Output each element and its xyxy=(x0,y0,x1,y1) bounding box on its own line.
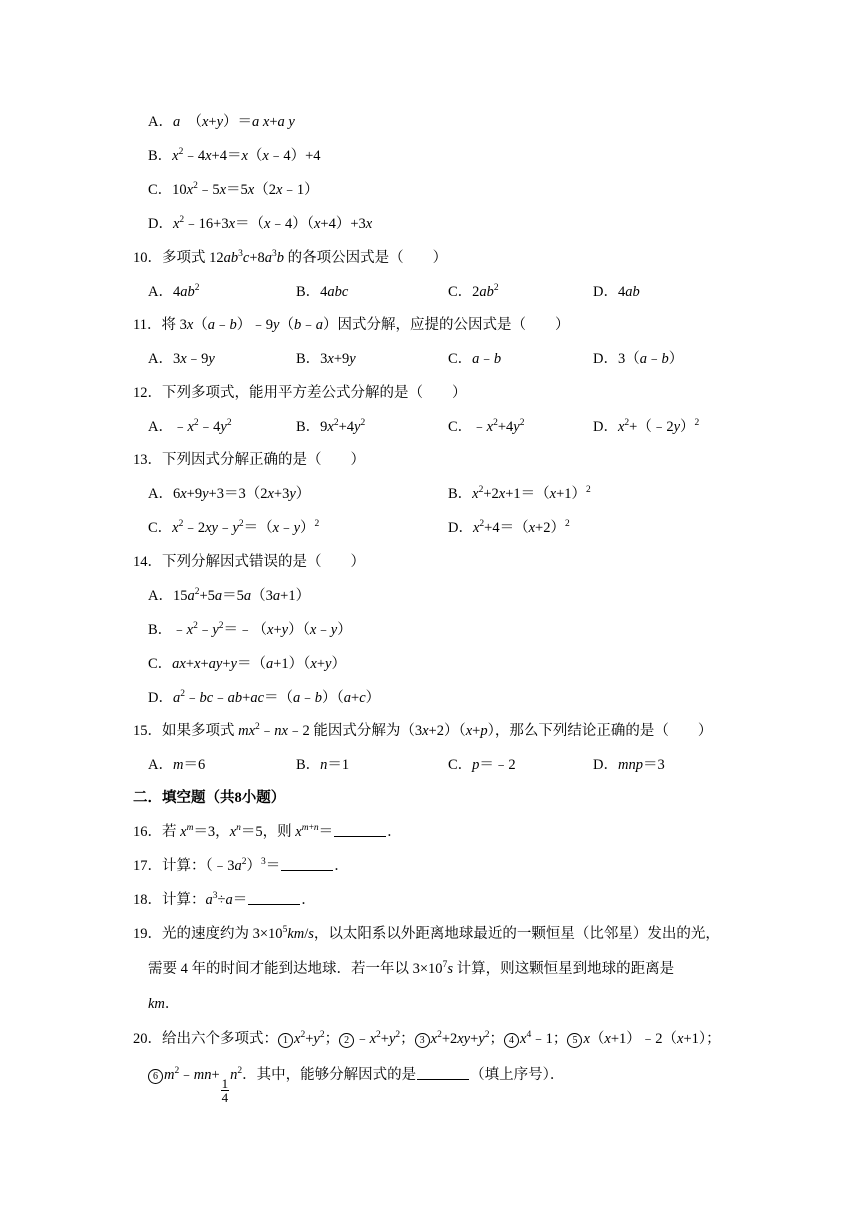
q11-option-d: D．3（a﹣b） xyxy=(593,351,684,367)
q19-line-1: 19．光的速度约为 $3\times 10^5km/s$，以太阳系以外距离地球最近的一颗恒星（比邻星）发出的光， xyxy=(133,925,720,942)
q15-option-b: B．n＝1 xyxy=(296,757,350,773)
q12-stem: 12．下列多项式，能用平方差公式分解的是（ ） xyxy=(133,385,467,401)
q18: 18．计算：$a^3\div a=$ ． xyxy=(133,891,316,908)
q14-option-d: D．$a^2﹣bc﹣ab+ac=(a﹣b)(a+c)$ xyxy=(148,689,381,706)
q10-option-c: C．$2ab^2$ xyxy=(448,283,499,300)
section-heading-fill-in: 二．填空题（共8小题） xyxy=(133,790,286,806)
q12-option-b: B．$9x^2+4y^2$ xyxy=(296,418,366,435)
q13-stem: 13．下列因式分解正确的是（ ） xyxy=(133,452,365,468)
q9-option-b: B．$x^2﹣4x+4=x(x﹣4)+4$ xyxy=(148,147,321,164)
q13-option-a: A．6x+9y+3＝3（2x+3y） xyxy=(148,486,311,502)
q11-option-b: B．3x+9y xyxy=(296,351,356,367)
q15-option-a: A．m＝6 xyxy=(148,757,206,773)
q11-stem: 11．将 3x（a﹣b）﹣9y（b﹣a）因式分解，应提的公因式是（ ） xyxy=(133,317,570,333)
q11-option-a: A．3x﹣9y xyxy=(148,351,215,367)
q14-option-b: B．$﹣x^2﹣y^2=﹣(x+y)(x﹣y)$ xyxy=(148,621,352,638)
q14-stem: 14．下列分解因式错误的是（ ） xyxy=(133,554,365,570)
q9-option-a: A．a （x+y）＝a x+a y xyxy=(148,114,295,130)
q15-option-c: C．p＝﹣2 xyxy=(448,757,516,773)
q20-line-2: 6 $m^2﹣mn+$ $\frac{1}{4}$ $n^2$．其中，能够分解因式的是 （填上序号）． xyxy=(148,1066,564,1104)
q12-option-a: A．$﹣x^2﹣4y^2$ xyxy=(148,418,232,435)
q13-option-c: C．$x^2﹣2xy﹣y^2=(x﹣y)^2$ xyxy=(148,519,320,536)
q10-option-d: D．4ab xyxy=(593,284,640,300)
q10-stem: 10．多项式 $12ab^3c+8a^3b$ 的各项公因式是（ ） xyxy=(133,249,448,266)
q20-line-1: 20．给出六个多项式： 1 $x^2+y^2$； 2 $﹣x^2+y^2$； 3 $x^2+2xy+y^2$； 4 $x^4﹣1$； 5 x（x+1）﹣2（x+1）； xyxy=(133,1030,721,1047)
q14-option-a: A．$15a^2+5a=5a(3a+1)$ xyxy=(148,587,311,604)
q12-option-d: D．$x^2+(﹣2y)^2$ xyxy=(593,418,700,435)
q19-line-3: km． xyxy=(148,996,180,1012)
q14-option-c: C．ax+x+ay+y＝（a+1）（x+y） xyxy=(148,656,346,672)
q13-option-d: D．$x^2+4=(x+2)^2$ xyxy=(448,519,570,536)
q15-option-d: D．mnp＝3 xyxy=(593,757,665,773)
q17: 17．计算：$(﹣3a^2)^3=$ ． xyxy=(133,857,349,874)
q10-option-b: B．4abc xyxy=(296,284,349,300)
q13-option-b: B．$x^2+2x+1=(x+1)^2$ xyxy=(448,485,591,502)
q9-option-c: C．$10x^2﹣5x=5x(2x﹣1)$ xyxy=(148,181,319,198)
q9-option-d: D．$x^2﹣16+3x=(x﹣4)(x+4)+3x$ xyxy=(148,215,373,232)
q11-option-c: C．a﹣b xyxy=(448,351,502,367)
q16: 16．若 $x^m=3$，$x^n=5$，则 $x^{m+n}=$ ． xyxy=(133,823,402,840)
q15-stem: 15．如果多项式 $mx^2﹣nx﹣2$ 能因式分解为（3x+2）（x+p），那么下列结论正确的是（ ） xyxy=(133,722,713,739)
q12-option-c: C．$﹣x^2+4y^2$ xyxy=(448,418,525,435)
q19-line-2: 需要 4 年的时间才能到达地球．若一年以 $3\times 10^7s$ 计算，则这颗恒星到地球的距离是 xyxy=(148,960,675,977)
fraction-one-quarter: $\frac{1}{4}$ xyxy=(221,1076,229,1105)
q10-option-a: A．$4ab^2$ xyxy=(148,283,200,300)
